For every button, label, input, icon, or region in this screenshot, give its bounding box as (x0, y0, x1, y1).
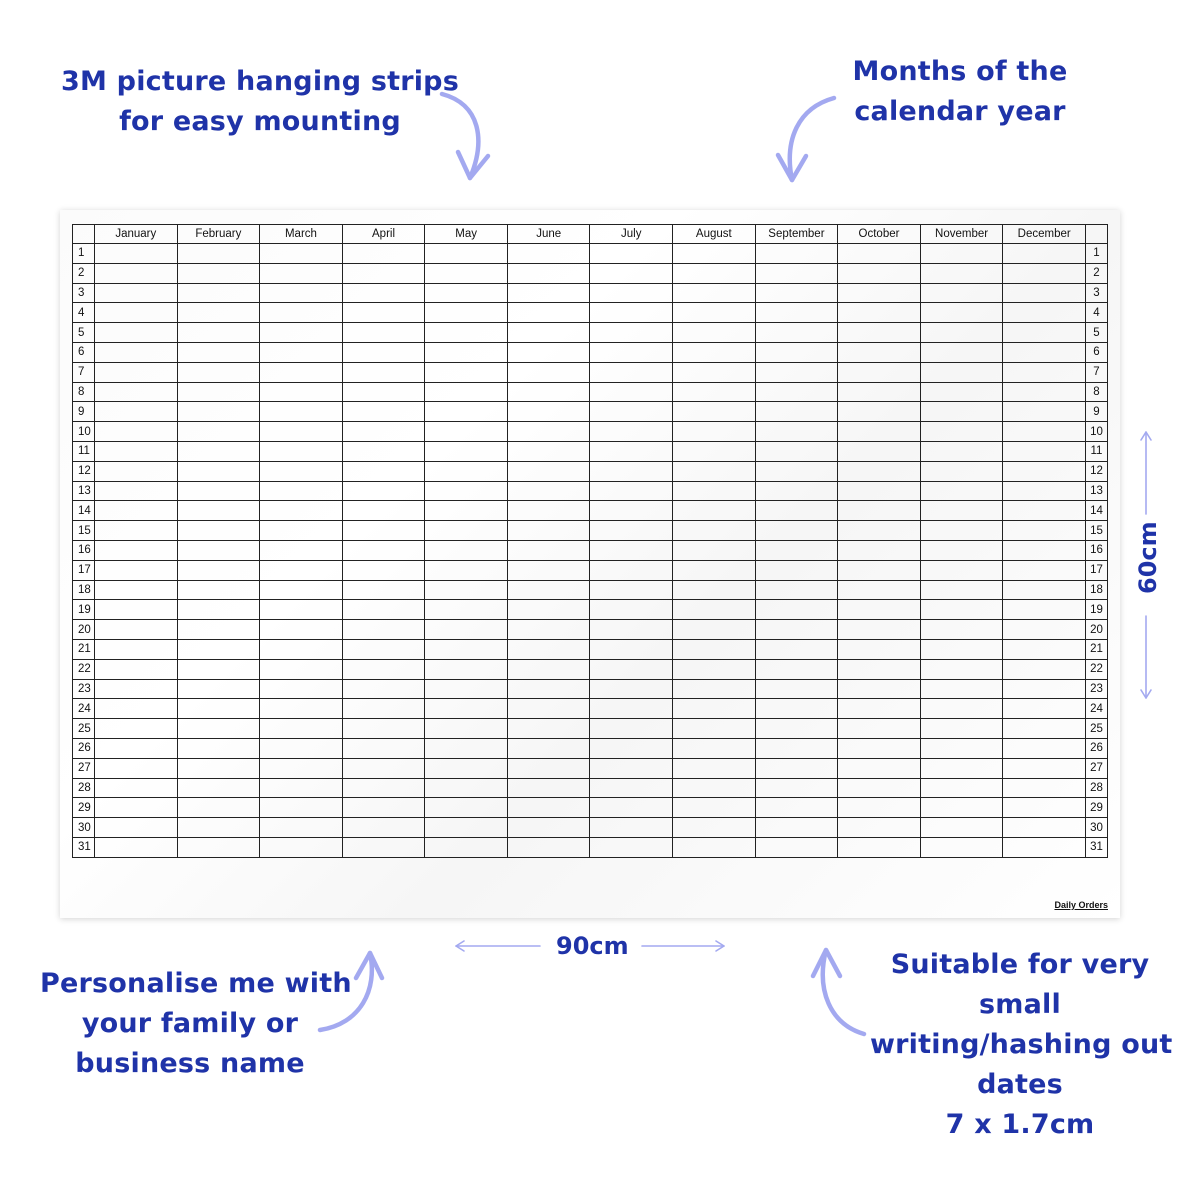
day-number-right: 27 (1086, 758, 1108, 778)
month-header-june: June (507, 225, 590, 244)
day-number-left: 8 (73, 382, 95, 402)
day-number-right: 23 (1086, 679, 1108, 699)
curved-arrow-icon (442, 94, 478, 178)
day-number-right: 6 (1086, 342, 1108, 362)
day-number-left: 30 (73, 818, 95, 838)
month-header-january: January (95, 225, 178, 244)
day-number-right: 20 (1086, 620, 1108, 640)
month-header-february: February (177, 225, 260, 244)
day-number-left: 14 (73, 501, 95, 521)
day-number-left: 26 (73, 738, 95, 758)
callout-line: 3M picture hanging strips (61, 66, 459, 97)
callout-line: 7 x 1.7cm (945, 1109, 1095, 1140)
day-number-right: 12 (1086, 461, 1108, 481)
day-number-right: 28 (1086, 778, 1108, 798)
brand-logo: Daily Orders (1054, 900, 1108, 910)
day-number-right: 3 (1086, 283, 1108, 303)
day-number-right: 5 (1086, 323, 1108, 343)
month-header-may: May (425, 225, 508, 244)
day-number-right: 31 (1086, 837, 1108, 857)
day-number-left: 4 (73, 303, 95, 323)
arrowhead-icon (356, 953, 382, 978)
day-number-right: 9 (1086, 402, 1108, 422)
day-number-left: 24 (73, 699, 95, 719)
day-number-left: 16 (73, 540, 95, 560)
arrowhead-icon (813, 950, 840, 976)
day-number-right: 15 (1086, 521, 1108, 541)
day-number-right: 10 (1086, 422, 1108, 442)
day-number-right: 1 (1086, 244, 1108, 264)
callout-line: small (979, 989, 1061, 1020)
callout-line: dates (977, 1069, 1063, 1100)
callout-line: business name (75, 1048, 305, 1079)
day-number-right: 25 (1086, 719, 1108, 739)
day-number-left: 11 (73, 441, 95, 461)
day-number-right: 4 (1086, 303, 1108, 323)
day-number-left: 12 (73, 461, 95, 481)
day-number-left: 9 (73, 402, 95, 422)
day-number-left: 3 (73, 283, 95, 303)
day-number-left: 19 (73, 600, 95, 620)
day-number-right: 17 (1086, 560, 1108, 580)
month-header-october: October (838, 225, 921, 244)
day-number-left: 20 (73, 620, 95, 640)
width-dimension-label: 90cm (556, 932, 629, 960)
day-number-right: 14 (1086, 501, 1108, 521)
day-number-right: 24 (1086, 699, 1108, 719)
day-number-left: 10 (73, 422, 95, 442)
month-header-november: November (920, 225, 1003, 244)
day-number-left: 1 (73, 244, 95, 264)
day-number-right: 13 (1086, 481, 1108, 501)
day-number-right: 30 (1086, 818, 1108, 838)
callout-line: for easy mounting (119, 106, 401, 137)
day-number-right: 22 (1086, 659, 1108, 679)
day-number-left: 13 (73, 481, 95, 501)
callout-line: writing/hashing out (870, 1029, 1173, 1060)
month-header-september: September (755, 225, 838, 244)
curved-arrow-icon (823, 950, 864, 1034)
day-number-right: 26 (1086, 738, 1108, 758)
callout-line: Personalise me with (40, 968, 352, 999)
day-number-left: 29 (73, 798, 95, 818)
month-header-august: August (673, 225, 756, 244)
day-number-left: 31 (73, 837, 95, 857)
day-number-right: 16 (1086, 540, 1108, 560)
day-number-left: 7 (73, 362, 95, 382)
day-number-left: 25 (73, 719, 95, 739)
day-number-right: 2 (1086, 263, 1108, 283)
day-number-left: 22 (73, 659, 95, 679)
callout-line: Suitable for very (890, 949, 1150, 980)
month-header-july: July (590, 225, 673, 244)
month-header-april: April (342, 225, 425, 244)
callout-line: your family or (81, 1008, 299, 1039)
day-number-left: 15 (73, 521, 95, 541)
day-number-left: 6 (73, 342, 95, 362)
day-number-right: 21 (1086, 639, 1108, 659)
day-number-left: 5 (73, 323, 95, 343)
day-number-right: 18 (1086, 580, 1108, 600)
day-number-left: 28 (73, 778, 95, 798)
day-number-left: 21 (73, 639, 95, 659)
month-header-december: December (1003, 225, 1086, 244)
curved-arrow-icon (790, 98, 834, 180)
callout-line: Months of the (852, 56, 1068, 87)
day-number-left: 2 (73, 263, 95, 283)
month-header-march: March (260, 225, 343, 244)
day-number-right: 19 (1086, 600, 1108, 620)
day-number-left: 23 (73, 679, 95, 699)
day-number-right: 7 (1086, 362, 1108, 382)
day-number-left: 18 (73, 580, 95, 600)
day-number-left: 27 (73, 758, 95, 778)
day-number-left: 17 (73, 560, 95, 580)
callout-line: calendar year (854, 96, 1066, 127)
day-number-right: 29 (1086, 798, 1108, 818)
day-number-right: 11 (1086, 441, 1108, 461)
height-dimension-label: 60cm (1134, 521, 1162, 594)
day-number-right: 8 (1086, 382, 1108, 402)
